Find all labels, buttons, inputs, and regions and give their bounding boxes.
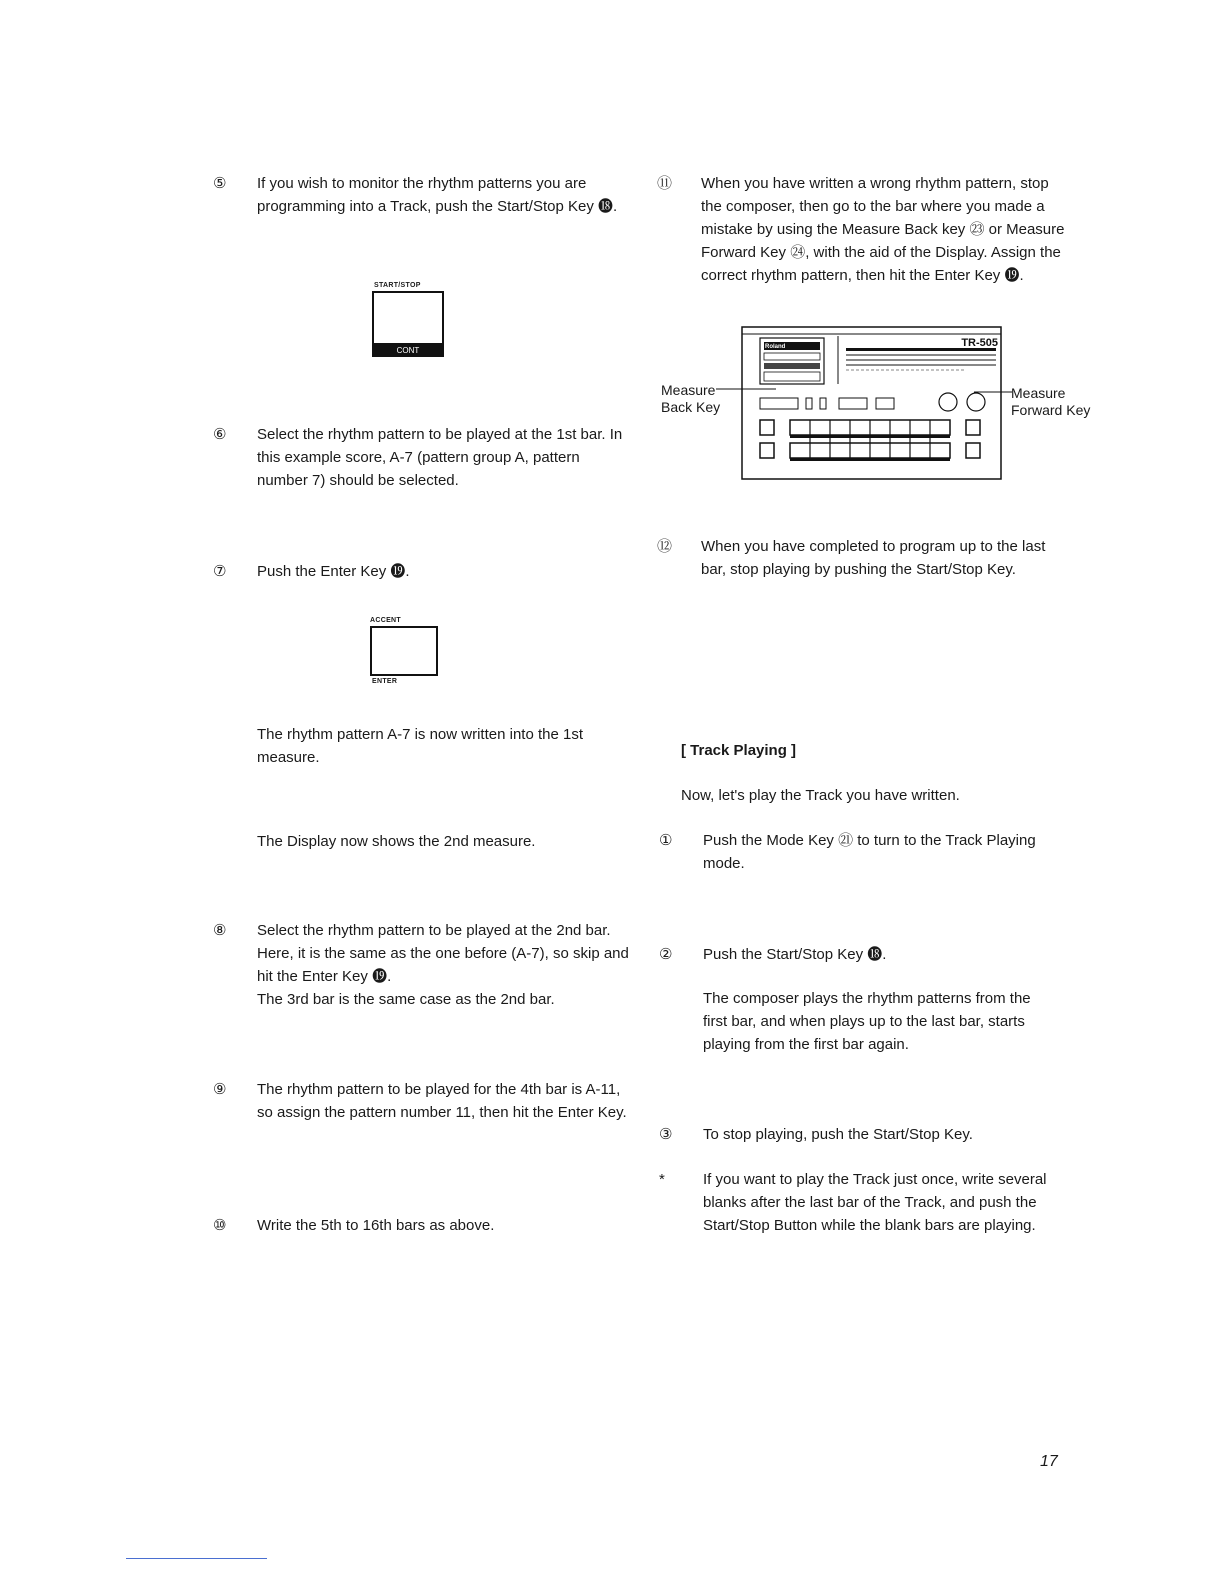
step-text: Push the Start/Stop Key ⓲.	[703, 946, 887, 963]
measure-back-key-label: Measure Back Key	[661, 382, 721, 415]
step-text: To stop playing, push the Start/Stop Key.	[703, 1126, 973, 1143]
key-bottom-label: CONT	[372, 345, 444, 357]
enter-key	[370, 626, 438, 676]
step-number: ⑫	[657, 538, 673, 555]
key-top-label: START/STOP	[374, 282, 421, 289]
step-8	[213, 919, 629, 1011]
step-number: ⑤	[213, 175, 227, 192]
track-playing-note: The composer plays the rhythm patterns from the first bar, and when plays up to the last bar, starts playing from the first bar again.	[703, 990, 1031, 1053]
step-number: ⑦	[213, 563, 227, 580]
step-10	[213, 1214, 629, 1237]
step-extra: The 3rd bar is the same case as the 2nd bar.	[257, 991, 555, 1008]
play-once-tip	[659, 1168, 1068, 1237]
step-text: If you wish to monitor the rhythm patterns you are programming into a Track, push the Start/Stop Key ⓲.	[257, 175, 618, 215]
step-number: ⑪	[657, 175, 673, 192]
step-number: ①	[659, 832, 673, 849]
note-display-measure: The Display now shows the 2nd measure.	[257, 833, 536, 850]
model-logo: TR-505	[961, 337, 998, 349]
track-playing-step-2	[659, 943, 1068, 966]
lcd-display-row	[764, 363, 820, 369]
footer-rule	[126, 1558, 267, 1559]
key-bottom-label: ENTER	[372, 678, 398, 685]
key-top-label: ACCENT	[370, 617, 401, 624]
step-text: When you have written a wrong rhythm pattern, stop the composer, then go to the bar where you made a mistake by using the Measure Back key ㉓ or Measure Forward Key ㉔, with the aid of the Display. Assign the correct rhythm pattern, then hit the Enter Key ⓳.	[701, 175, 1065, 284]
pad-label-strip	[790, 435, 950, 438]
step-text: Write the 5th to 16th bars as above.	[257, 1217, 495, 1234]
brand-logo: Roland	[765, 344, 786, 350]
page-number: 17	[1040, 1453, 1058, 1470]
section-heading-track-playing: [ Track Playing ]	[681, 742, 797, 759]
step-7	[213, 560, 627, 583]
tip-text: If you want to play the Track just once, write several blanks after the last bar of the Track, and push the Start/Stop Button while the blank bars are playing.	[703, 1171, 1047, 1234]
tip-bullet: *	[659, 1171, 665, 1188]
step-text: Select the rhythm pattern to be played at the 2nd bar. Here, it is the same as the one before (A-7), so skip and hit the Enter Key ⓳.	[257, 922, 629, 985]
step-number: ③	[659, 1126, 673, 1143]
track-playing-step-1	[659, 829, 1068, 875]
step-number: ⑥	[213, 426, 227, 443]
step-text: Push the Enter Key ⓳.	[257, 563, 410, 580]
track-playing-step-3	[659, 1123, 1068, 1146]
step-text: The rhythm pattern to be played for the 4th bar is A-11, so assign the pattern number 11, then hit the Enter Key.	[257, 1081, 627, 1121]
step-number: ⑧	[213, 922, 227, 939]
step-number: ⑩	[213, 1217, 227, 1234]
step-number: ⑨	[213, 1081, 227, 1098]
step-12	[657, 535, 1066, 581]
pad-label-strip	[790, 458, 950, 461]
step-text: When you have completed to program up to the last bar, stop playing by pushing the Start/Stop Key.	[701, 538, 1046, 578]
note-pattern-written: The rhythm pattern A-7 is now written into the 1st measure.	[257, 726, 583, 766]
step-5	[213, 172, 627, 218]
measure-forward-key-label: Measure Forward Key	[1011, 385, 1091, 418]
tr505-panel-drawing	[716, 322, 1012, 484]
step-text: Select the rhythm pattern to be played at the 1st bar. In this example score, A-7 (pattern group A, pattern number 7) should be selected.	[257, 426, 623, 489]
start-stop-key	[372, 291, 444, 345]
step-11	[657, 172, 1066, 287]
step-text: Push the Mode Key ㉑ to turn to the Track Playing mode.	[703, 832, 1036, 872]
step-6	[213, 423, 627, 492]
step-number: ②	[659, 946, 673, 963]
track-playing-intro: Now, let's play the Track you have written.	[681, 787, 960, 804]
step-9	[213, 1078, 629, 1124]
